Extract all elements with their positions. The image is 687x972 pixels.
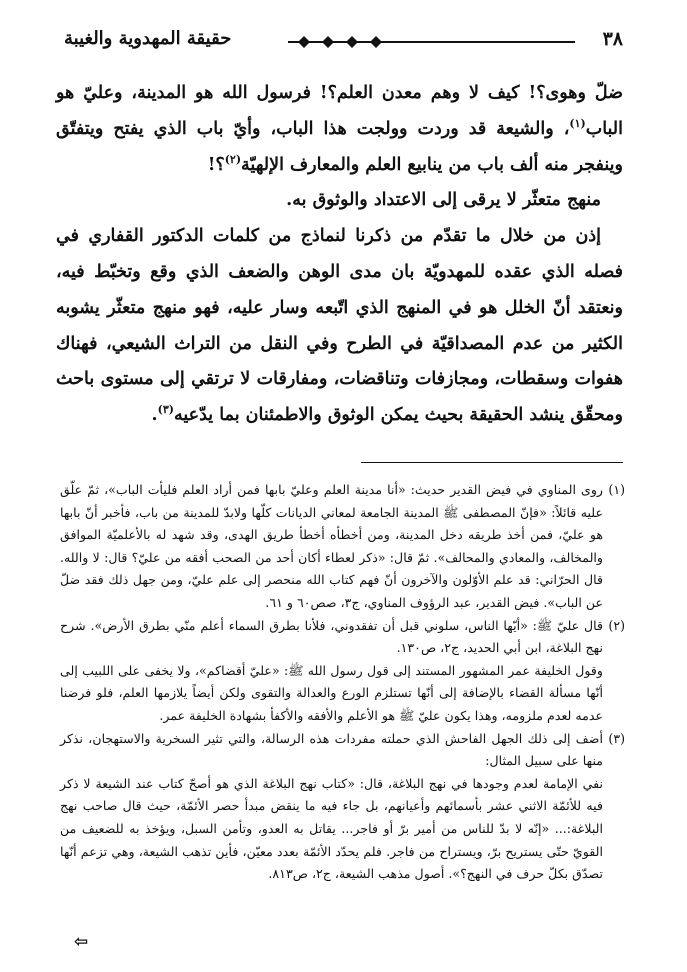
footnote-text: روى المناوي في فيض القدير حديث: «أنا مدينة العلم وعليّ بابها فمن أراد العلم فليأت الباب»، ثمّ علّق عليه قائلاً: «فإنّ المصطفى ﷺ المدينة الجامعة لمعاني الديانات كلّها ولابدّ للمدينة من باب، فأخبر أنّ بابها هو عليّ، فمن أخذ طريقه دخل المدينة، ومن أخطأه أخطأ طريق الهدى، وقد شهد له بالأعلميّة الموافق والمخالف، والمعادي والمحالف». ثمّ قال: «ذكر لعطاء أكان أحد من الصحب أفقه من عليّ؟ قال: لا والله. قال الحرّاني: قد علم الأوّلون والآخرون أنّ فهم كتاب الله منحصر إلى علم عليّ، ومن جهل ذلك فقد ضلّ عن الباب». فيض القدير، عبد الرؤوف المناوي، ج٣، صص٦٠ و ٦١.	[60, 482, 603, 610]
footnote-number: (١)	[608, 482, 625, 497]
footnote-marker: (٣)	[157, 403, 174, 417]
footnote-marker: (١)	[569, 116, 586, 130]
running-header	[40, 22, 647, 58]
main-text	[56, 76, 623, 434]
paragraph-text: إذن من خلال ما تقدّم من ذكرنا لنماذج من كلمات الدكتور القفاري في فصله الذي عقده للمهدويّة بان مدى الوهن والضعف الذي وقع وتخبّط فيه، ونعتقد أنّ الخلل هو في المنهج الذي اتّبعه وسار عليه، فهو منهج متعثّر يشوبه الكثير من عدم المصداقيّة في الطرح وفي النقل من التراث الشيعي، فهناك هفوات وسقطات، ومجازفات وتناقضات، ومفارقات لا ترتقي إلى مستوى باحث ومحقّق ينشد الحقيقة بحيث يمكن الوثوق والاطمئنان بما يدّعيه	[56, 226, 623, 426]
footnote-marker: (٢)	[224, 152, 242, 166]
text-line: ضلّ وهوى؟! كيف لا وهم معدن العلم؟! فرسول الله هو المدينة، وعليّ هو الباب	[56, 83, 624, 139]
book-title: حقيقة المهدوية والغيبة	[64, 28, 232, 49]
footnote-1	[60, 479, 625, 615]
text-line: باب من ينابيع العلم والمعارف الإلهيّة	[241, 154, 504, 175]
text-paragraph: ضلّ وهوى؟! كيف لا وهم معدن العلم؟! فرسول الله هو المدينة، وعليّ هو الباب$^{(١)}$، والشيعة قد وردت وولجت هذا الباب، وأيّ باب الذي يفتح ويتفتّق وينفجر منه ألف باب من ينابيع العلم والمعارف الإلهيّة$^{(٢)}$؟!	[56, 83, 624, 175]
footnote-number: (٣)	[608, 730, 625, 746]
footnote-3	[60, 728, 625, 886]
arrow-left-icon: ⇦	[74, 932, 89, 952]
text-paragraph	[56, 183, 623, 219]
text-paragraph: إذن من خلال ما تقدّم من ذكرنا لنماذج من كلمات الدكتور القفاري في فصله الذي عقده للمهدويّة بان مدى الوهن والضعف الذي وقع وتخبّط فيه، ونعتقد أنّ الخلل هو في المنهج الذي اتّبعه وسار عليه، فهو منهج متعثّر يشوبه الكثير من عدم المصداقيّة في الطرح وفي النقل من التراث الشيعي، فهناك هفوات وسقطات، ومجازفات وتناقضات، ومفارقات لا ترتقي إلى مستوى باحث ومحقّق ينشد الحقيقة بحيث يمكن الوثوق والاطمئنان بما يدّعيه$^{(٣)}$.	[56, 226, 623, 426]
question-mark: ؟!	[207, 154, 225, 175]
footnote-number: (٢)	[608, 617, 625, 633]
page-number: ٣٨	[602, 28, 623, 50]
footnote-continuation: نفي الإمامة لعدم وجودها في نهج البلاغة، قال: «كتاب نهج البلاغة الذي هو أصحّ كتاب عند الشيعة لا ذكر فيه للأئمّة الاثني عشر بأسمائهم وأعيانهم، بل جاء فيه ما ينقض مبدأ حصر الأئمّة، حيث قال صاحب نهج البلاغة:... «إنّه لا بدّ للناس من أمير برّ أو فاجر... يقاتل به العدو، وتأمن السبل، ويؤخذ به للضعيف من القويّ حتّى يستريح برّ، ويستراح من فاجر. فلم يحدّد الأئمّة بعدد معيّن، فأين تذهب الشيعة، وهي تزعم أنّها تصدّق بكلّ حرف في النهج؟». أصول مذهب الشيعة، ج٢، ص٨١٣.	[60, 775, 603, 882]
footnote-continuation: وقول الخليفة عمر المشهور المستند إلى قول رسول الله ﷺ: «عليّ أقضاكم»، ولا يخفى على اللبيب إلى أنّها مسألة القضاء بالإضافة إلى أنّها تستلزم الورع والعدالة والتقوى ولكن أيضاً يلازمها العلم، فلو فرضنا عدمه لعدم ملزومه، وهذا يكون عليّ ﷺ هو الأعلم والأفقه والأكفأ بشهادة الخليفة عمر.	[60, 662, 603, 723]
footnote-text: قال عليّ ﷺ: «أيّها الناس، سلوني قبل أن تفقدوني، فلأنا بطرق السماء أعلم منّي بطرق الأرض». شرح نهج البلاغة، ابن أبي الحديد، ج٢، ص١٣٠.	[60, 617, 603, 656]
footnote-separator	[361, 462, 623, 463]
footnote-text: أضف إلى ذلك الجهل الفاحش الذي حملته مفردات هذه الرسالة، والتي تثير السخرية والاستهجان، نذكر منها على سبيل المثال:	[60, 730, 603, 769]
text-line: والشيعة قد وردت وولجت هذا الباب، وأيّ باب الذي يفتح ويتفتّق وينفجر منه ألف	[56, 118, 623, 175]
header-ornament-icon	[288, 34, 648, 50]
footnotes	[60, 479, 625, 886]
text-line: منهج متعثّر لا يرقى إلى الاعتداد والوثوق به.	[286, 190, 601, 211]
footnote-2	[60, 615, 625, 728]
